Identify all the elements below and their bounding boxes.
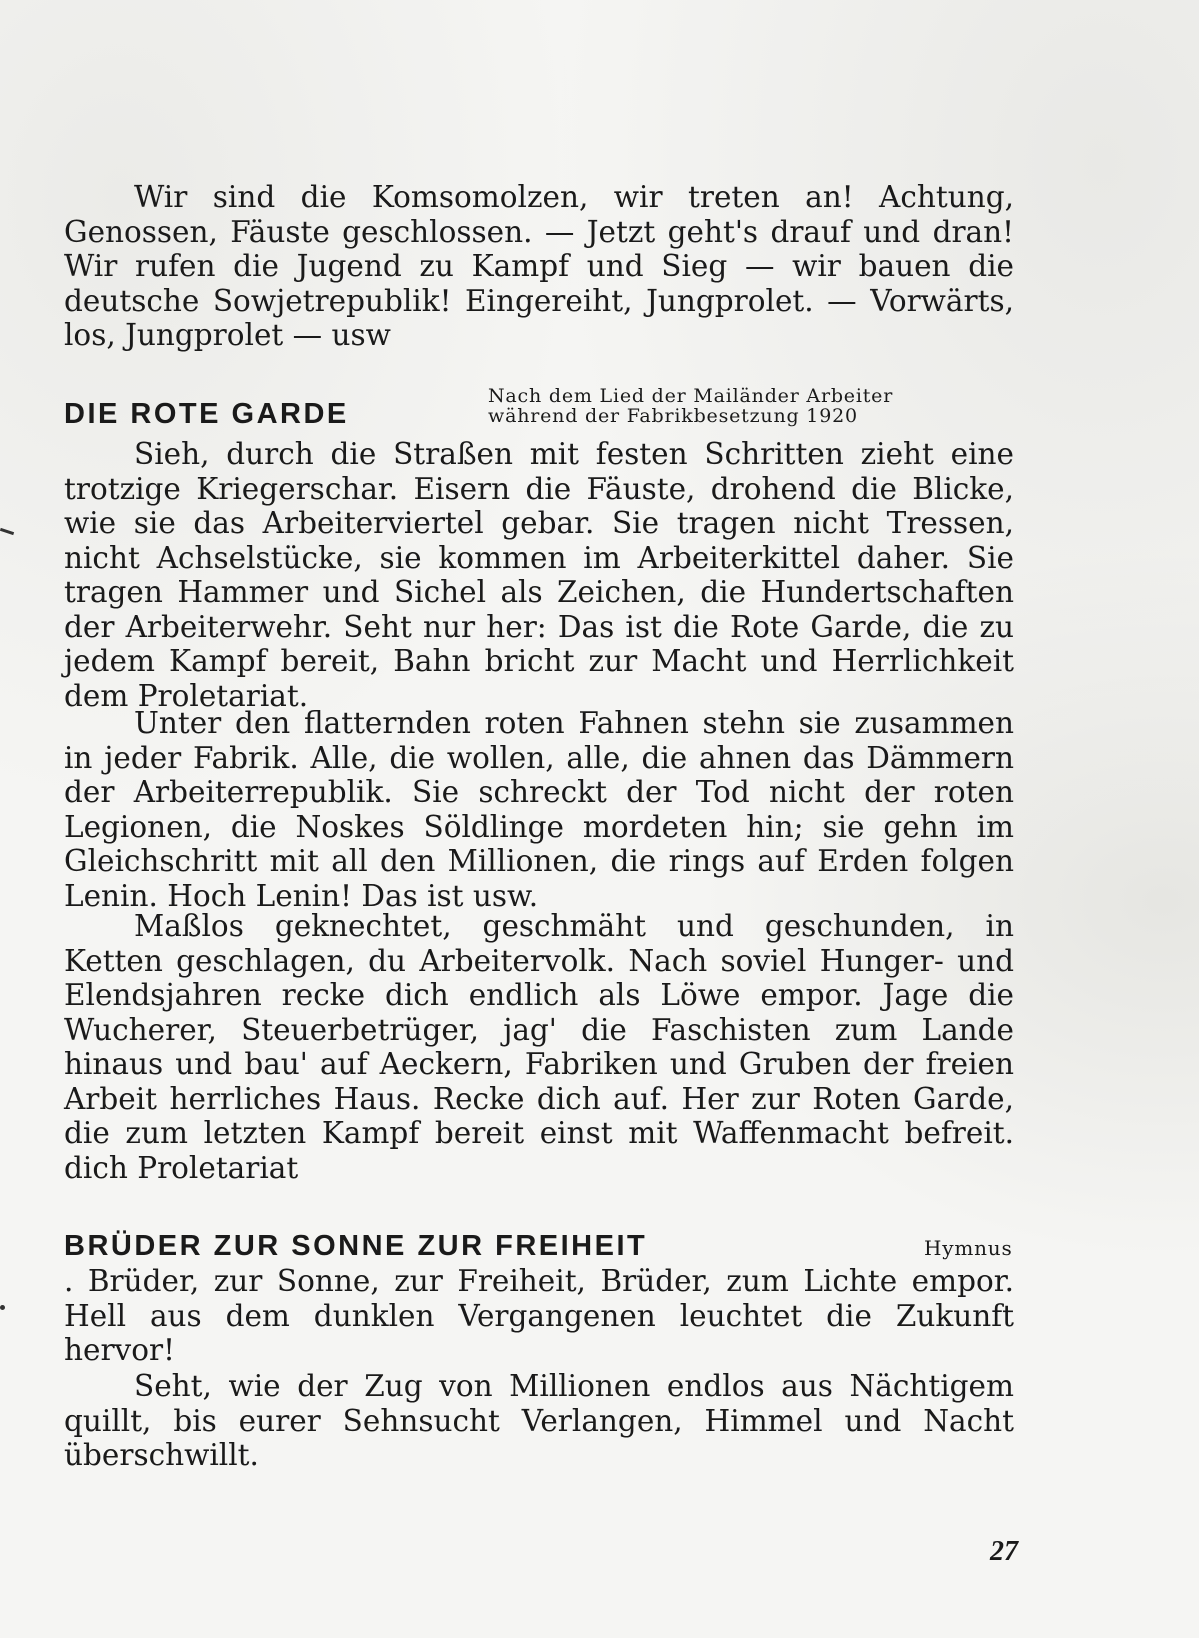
- song1-note-line2: während der Fabrikbesetzung 1920: [488, 405, 858, 427]
- margin-dot: [0, 1305, 5, 1310]
- song2-title: BRÜDER ZUR SONNE ZUR FREIHEIT: [64, 1230, 648, 1262]
- intro-paragraph: Wir sind die Komsomolzen, wir treten an! Achtung, Genossen, Fäuste geschlossen. — Jetzt geht's drauf und dran! Wir rufen die Jugend zu Kampf und Sieg — wir bauen die deutsche Sowjetrepublik! Eingereiht, Jungprolet. — Vorwärts, los, Jungprolet — usw: [64, 180, 1014, 352]
- song1-verse1: Sieh, durch die Straßen mit festen Schritten zieht eine trotzige Kriegerschar. Eisern die Fäuste, drohend die Blicke, wie sie das Arbeiterviertel gebar. Sie tragen nicht Tressen, nicht Achselstücke, sie kommen im Arbeiterkittel daher. Sie tragen Hammer und Sichel als Zeichen, die Hundertschaften der Arbeiterwehr. Seht nur her: Das ist die Rote Garde, die zu jedem Kampf bereit, Bahn bricht zur Macht und Herrlichkeit dem Proletariat.: [64, 437, 1014, 713]
- song2-verse2: Seht, wie der Zug von Millionen endlos aus Nächtigem quillt, bis eurer Sehnsucht Verlangen, Himmel und Nacht überschwillt.: [64, 1369, 1014, 1472]
- margin-mark: [0, 528, 14, 535]
- song2-verse1: . Brüder, zur Sonne, zur Freiheit, Brüder, zum Lichte empor. Hell aus dem dunklen Vergangenen leuchtet die Zukunft hervor!: [64, 1264, 1014, 1367]
- song1-title: DIE ROTE GARDE: [64, 398, 349, 430]
- song1-verse3: Maßlos geknechtet, geschmäht und geschunden, in Ketten geschlagen, du Arbeitervolk. Nach soviel Hunger- und Elendsjahren recke dich endlich als Löwe empor. Jage die Wucherer, Steuerbetrüger, jag' die Faschisten zum Lande hinaus und bau' auf Aeckern, Fabriken und Gruben der freien Arbeit herrliches Haus. Recke dich auf. Her zur Roten Garde, die zum letzten Kampf bereit einst mit Waffenmacht befreit. dich Proletariat: [64, 909, 1014, 1185]
- song1-heading-row: [64, 386, 1014, 436]
- song2-note: Hymnus: [924, 1236, 1013, 1260]
- page-number: 27: [990, 1536, 1018, 1567]
- song1-note-line1: Nach dem Lied der Mailänder Arbeiter: [488, 385, 894, 407]
- song1-verse2: Unter den flatternden roten Fahnen stehn sie zusammen in jeder Fabrik. Alle, die wollen, alle, die ahnen das Dämmern der Arbeiterrepublik. Sie schreckt der Tod nicht der roten Legionen, die Noskes Söldlinge mordeten hin; sie gehn im Gleichschritt mit all den Millionen, die rings auf Erden folgen Lenin. Hoch Lenin! Das ist usw.: [64, 706, 1014, 913]
